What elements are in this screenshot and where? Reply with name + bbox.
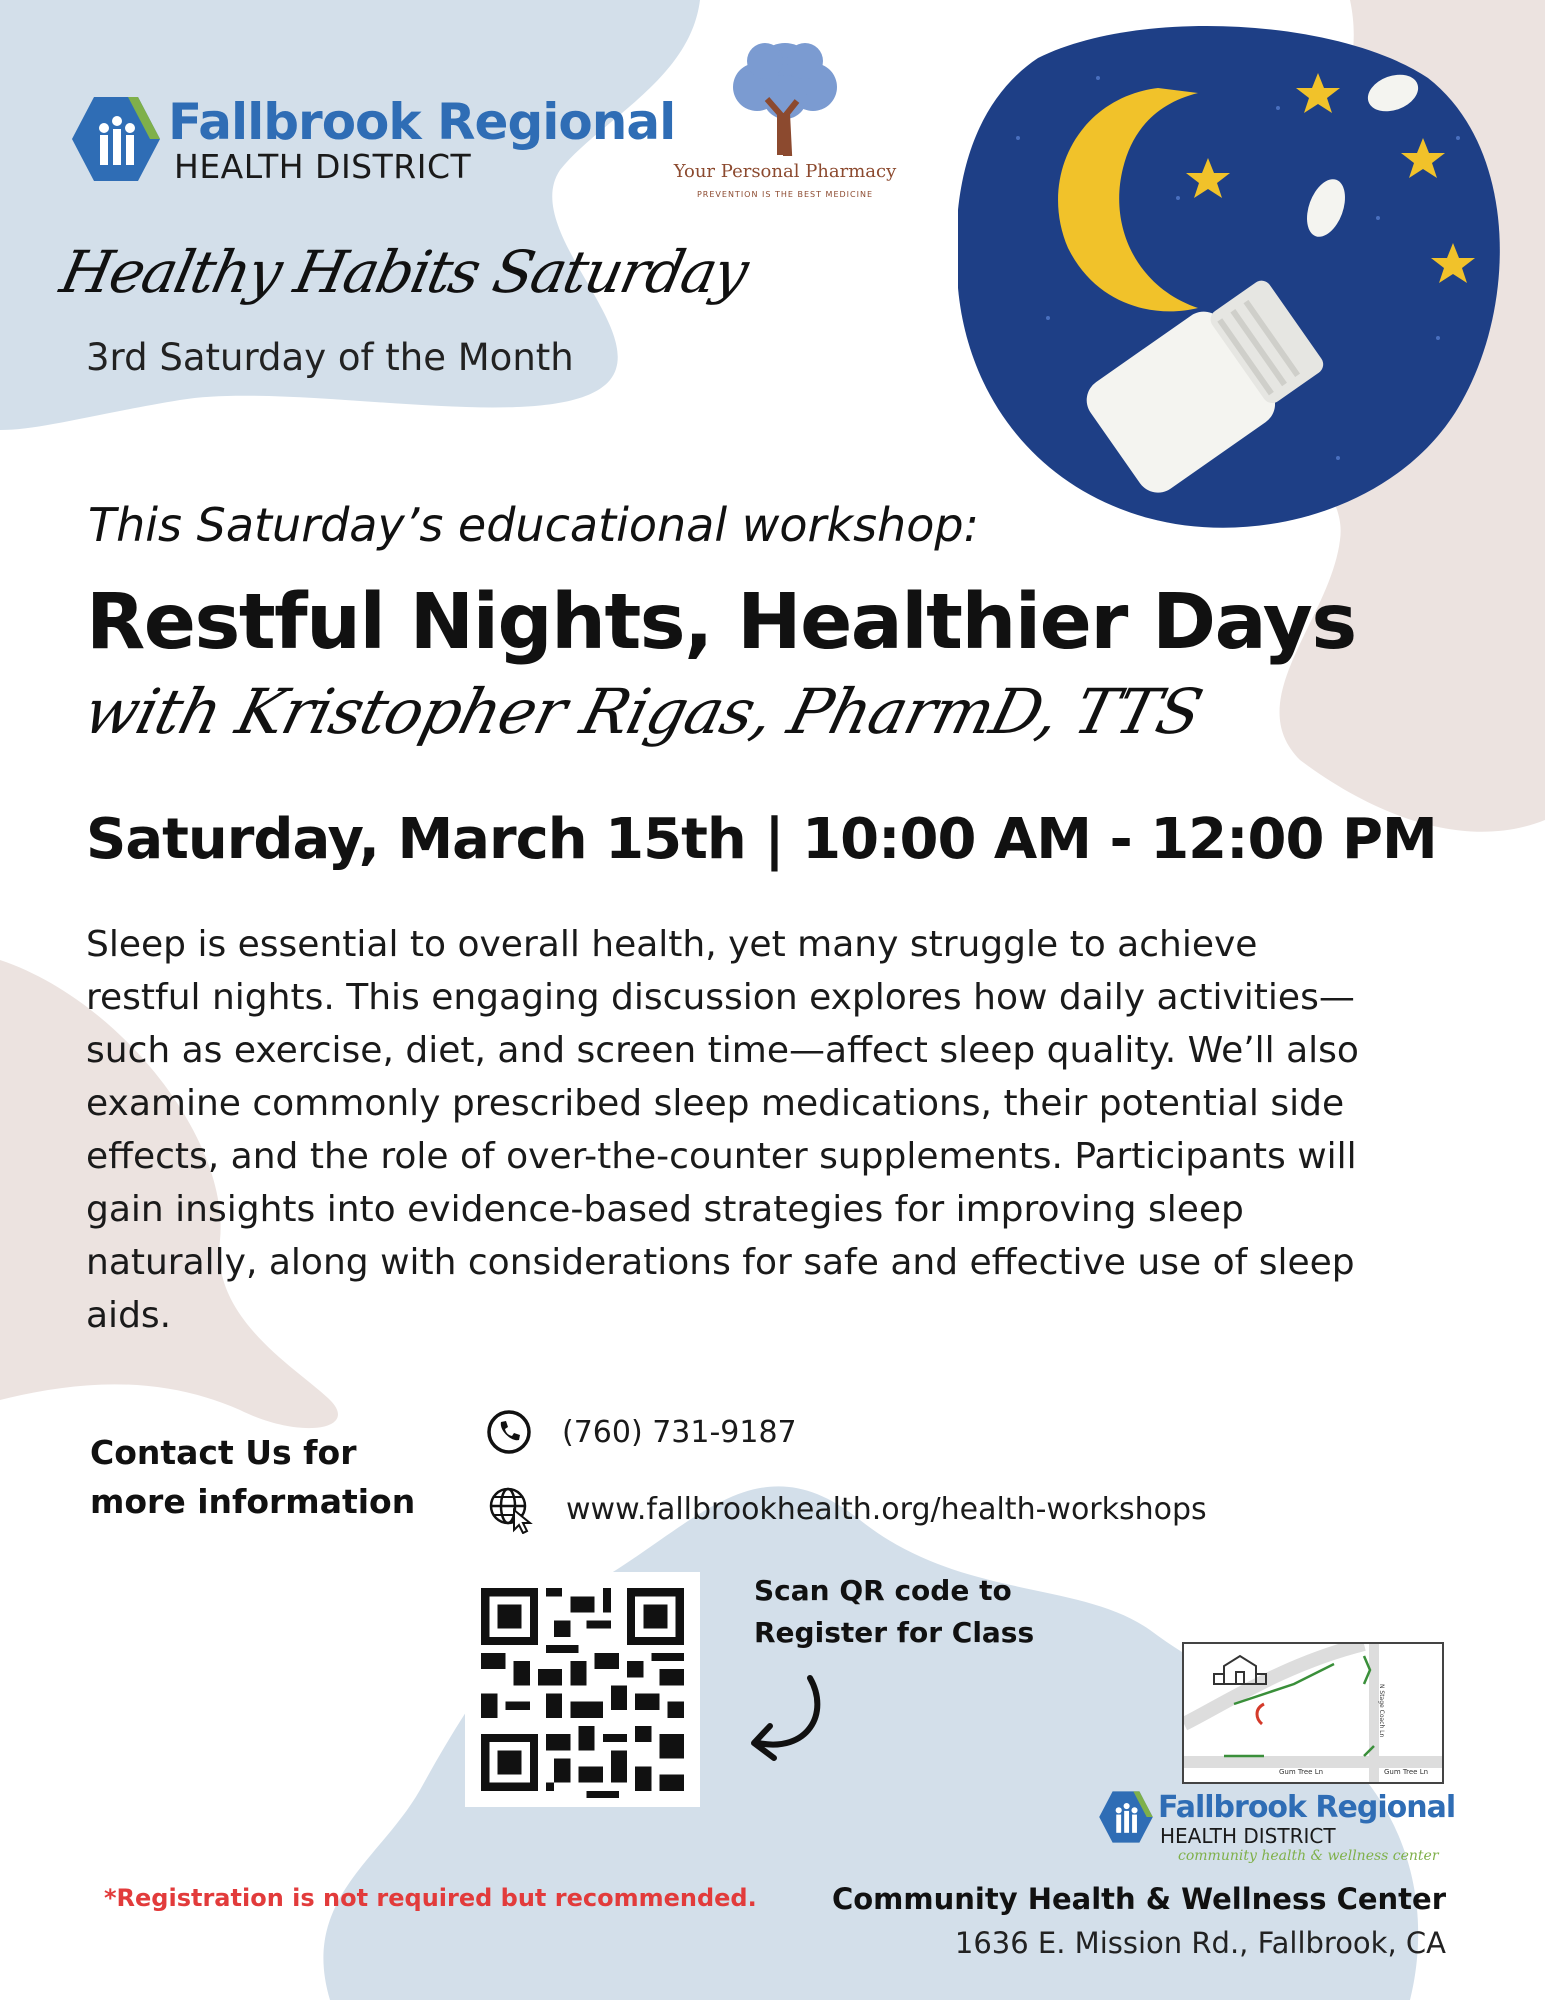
- workshop-datetime: Saturday, March 15th | 10:00 AM - 12:00 PM: [86, 807, 1437, 872]
- workshop-title: Restful Nights, Healthier Days: [86, 578, 1356, 667]
- qr-code-image: [465, 1572, 700, 1807]
- road-label-left: Gum Tree Ln: [1279, 1768, 1324, 1776]
- pharmacy-logo: [665, 35, 905, 215]
- tree-icon: [665, 35, 905, 160]
- location-address: 1636 E. Mission Rd., Fallbrook, CA: [954, 1926, 1446, 1960]
- road-label-vertical: N Stage Coach Ln: [1378, 1684, 1385, 1738]
- night-pill-illustration: [958, 18, 1518, 538]
- globe-cursor-icon: [486, 1484, 536, 1534]
- logo-subtitle: HEALTH DISTRICT: [174, 147, 472, 186]
- series-title: Healthy Habits Saturday: [54, 238, 753, 306]
- qr-code[interactable]: [465, 1572, 700, 1807]
- phone-icon: [486, 1409, 532, 1455]
- road-label-right: Gum Tree Ln: [1384, 1768, 1429, 1776]
- phone-number[interactable]: (760) 731-9187: [562, 1414, 797, 1450]
- contact-heading: Contact Us for more information: [90, 1433, 416, 1521]
- workshop-intro: This Saturday’s educational workshop:: [88, 498, 980, 552]
- registration-note: *Registration is not required but recommended.: [104, 1884, 757, 1912]
- wellness-center-logo: [1098, 1790, 1456, 1870]
- location-name: Community Health & Wellness Center: [831, 1882, 1446, 1916]
- location-map[interactable]: [1182, 1642, 1444, 1784]
- presenter-line: with Kristopher Rigas, PharmD, TTS: [76, 675, 1209, 748]
- website-row[interactable]: [486, 1484, 1207, 1534]
- workshop-description: Sleep is essential to overall health, yet many struggle to achieve restful nights. This engaging discussion explores how daily activities—such as exercise, diet, and screen time—affect sleep quality. We’ll also examine commonly prescribed sleep medications, their potential side effects, and the role of over-the-counter supplements. Participants will gain insights into evidence-based strategies for improving sleep naturally, along with considerations for safe and effective use of sleep aids.: [86, 924, 1359, 1336]
- logo-people-icon: [1098, 1790, 1154, 1844]
- phone-row[interactable]: [486, 1407, 797, 1457]
- curved-arrow-icon: [718, 1668, 838, 1778]
- website-link[interactable]: www.fallbrookhealth.org/health-workshops: [566, 1491, 1207, 1527]
- small-logo-tagline: community health & wellness center: [1178, 1848, 1439, 1864]
- pharmacy-tagline: PREVENTION IS THE BEST MEDICINE: [696, 190, 873, 199]
- scan-qr-text: Scan QR code to Register for Class: [754, 1574, 1035, 1649]
- small-logo-subtitle: HEALTH DISTRICT: [1160, 1824, 1336, 1848]
- map-drawing: [1184, 1644, 1442, 1782]
- logo-people-icon: [70, 95, 162, 183]
- pharmacy-name: Your Personal Pharmacy: [673, 161, 897, 182]
- series-schedule: 3rd Saturday of the Month: [86, 336, 574, 379]
- small-logo-title: Fallbrook Regional: [1158, 1790, 1456, 1825]
- fallbrook-logo: [70, 93, 676, 186]
- logo-title: Fallbrook Regional: [168, 93, 676, 151]
